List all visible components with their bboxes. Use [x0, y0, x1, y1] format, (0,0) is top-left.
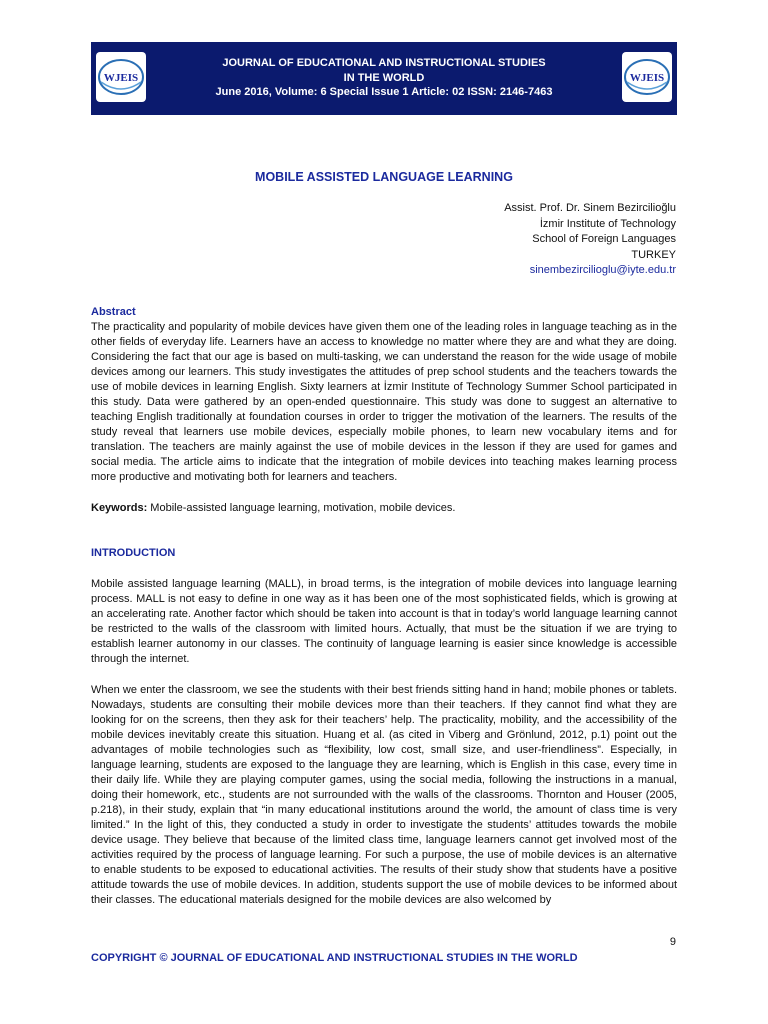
- article-title: MOBILE ASSISTED LANGUAGE LEARNING: [255, 170, 513, 184]
- keywords-text: Mobile-assisted language learning, motivation, mobile devices.: [147, 502, 456, 514]
- wjeis-logo-icon: [622, 52, 672, 102]
- author-block: [504, 201, 676, 279]
- author-email[interactable]: sinembezircilioglu@iyte.edu.tr: [529, 264, 676, 276]
- introduction-heading: INTRODUCTION: [91, 547, 176, 559]
- article-body: [91, 305, 677, 908]
- author-affiliation-1: İzmir Institute of Technology: [539, 217, 676, 230]
- introduction-paragraph-2: When we enter the classroom, we see the students with their best friends sitting hand in hand; mobile phones or tablets. Nowadays, students are consulting their mobile devices more than their teachers. If they cannot find what they are looking for on the screens, then they ask for their teachers’ help. The practicality, mobility, and the accessibility of the mobile devices inevitably create this situation. Huang et al. (as cited in Viberg and Grönlund, 2012, p.1) point out the advantages of mobile technologies such as “flexibility, low cost, small size, and user-friendliness”. Especially, in language learning, students are exposed to the language they are learning, which is English in this case, every time in their daily life. While they are playing computer games, using the social media, following the instructions in a manual, doing their homework, etc., students are not surrounded with the walls of the classrooms. Thornton and Houser (2005, p.218), in their study, explain that “in many educational institutions around the world, the amount of class time is very limited.” In the light of this, they conducted a study in order to investigate the students’ attitudes towards the mobile device usage. They believe that because of the limited class time, language learners cannot get involved most of the activities required by the process of language learning. For such a purpose, the use of mobile devices is an alternative to enable students to be exposed to educational activities. The results of their study show that students have a positive attitude towards the use of mobile devices. In addition, students support the use of mobile devices to be informed about their classes. The educational materials designed for the mobile devices are also welcomed by: [91, 684, 677, 906]
- author-affiliation-2: School of Foreign Languages: [532, 233, 676, 245]
- abstract-heading: Abstract: [91, 306, 136, 318]
- svg-text:WJEIS: WJEIS: [103, 72, 139, 84]
- svg-text:WJEIS: WJEIS: [629, 72, 665, 84]
- issue-info: June 2016, Volume: 6 Special Issue 1 Article: 02 ISSN: 2146-7463: [215, 86, 553, 98]
- introduction-paragraph-1: Mobile assisted language learning (MALL), in broad terms, is the integration of mobile devices into language learning process. MALL is not easy to define in one way as it has been one of the most sophisticated fields, which is growing at an accelerating rate. Another factor which should be taken into account is that in today’s world language learning cannot be restricted to the walls of the classroom with limited hours. Actually, that must be the situation if we are trying to establish learner autonomy in our classes. The continuity of language learning is easier since knowledge is accessible through the internet.: [91, 578, 677, 665]
- journal-banner: [91, 42, 677, 115]
- wjeis-logo-icon: [96, 52, 146, 102]
- journal-name-line1: JOURNAL OF EDUCATIONAL AND INSTRUCTIONAL STUDIES: [222, 57, 546, 69]
- abstract-text: The practicality and popularity of mobile devices have given them one of the leading roles in language teaching as in the other fields of everyday life. Learners have an access to knowledge no matter where they are and what they are doing. Considering the fact that our age is based on multi-tasking, we can understand the reason for the wide usage of mobile devices among our learners. This study investigates the attitudes of prep school students and the teachers towards the use of mobile devices in learning English. Sixty learners at İzmir Institute of Technology Summer School participated in this study. Data were gathered by an open-ended questionnaire. This study was done to suggest an alternative to teaching English traditionally at foundation courses in order to trigger the motivation of the learners. The results of the study reveal that learners use mobile devices, especially mobile phones, to learn new vocabulary items and for translation. The teachers are mainly against the use of mobile devices in the lesson if they are used for games and social media. The article aims to indicate that the integration of mobile devices into teaching makes learning process more productive and motivating both for learners and teachers.: [91, 321, 677, 483]
- keywords-line: [91, 501, 677, 516]
- journal-name-line2: IN THE WORLD: [343, 71, 425, 84]
- banner-text: [161, 56, 607, 100]
- wjeis-logo-left: [96, 52, 146, 102]
- page-number: 9: [669, 936, 676, 948]
- copyright-footer: COPYRIGHT © JOURNAL OF EDUCATIONAL AND INSTRUCTIONAL STUDIES IN THE WORLD: [91, 952, 578, 964]
- wjeis-logo-right: [622, 52, 672, 102]
- author-country: TURKEY: [631, 248, 676, 261]
- author-name: Assist. Prof. Dr. Sinem Bezircilioğlu: [504, 202, 676, 214]
- keywords-label: Keywords:: [91, 502, 148, 514]
